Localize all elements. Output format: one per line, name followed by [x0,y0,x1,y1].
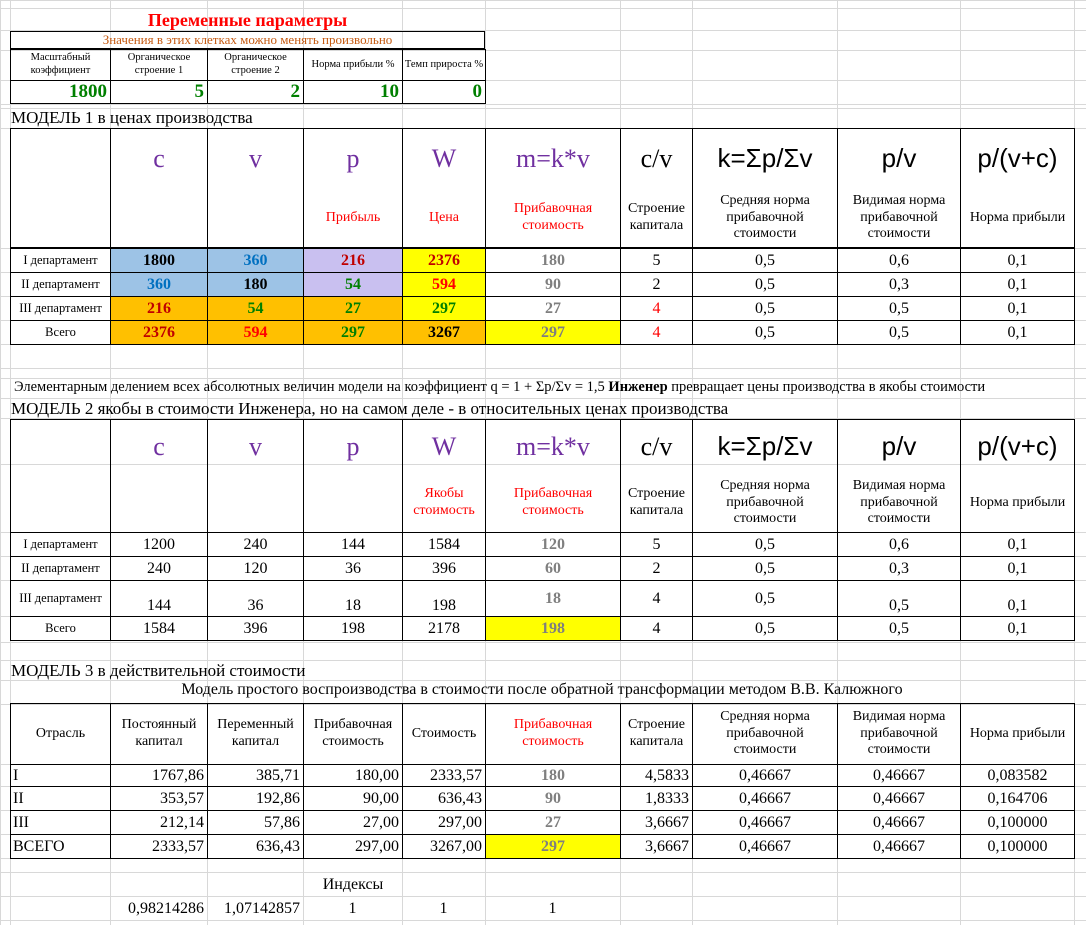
column-formula: p/(v+c) [977,143,1058,174]
data-cell: 0,46667 [837,834,961,859]
column-description: Средняя норма прибавочной стоимости [720,192,810,242]
column-description: Норма прибыли [969,209,1066,225]
column-header: Норма прибыли [960,703,1075,765]
data-cell: 0,1 [960,616,1075,641]
data-cell: 120 [207,556,304,581]
row-label: I департамент [10,532,111,557]
data-cell: 297 [485,320,621,345]
data-cell: 192,86 [207,786,304,811]
data-cell: 144 [110,580,208,617]
note-engineer: Инженер [608,379,668,395]
data-cell: 0,46667 [837,810,961,835]
data-cell: 5 [620,532,693,557]
column-formula: c [153,144,165,174]
data-cell: 4 [620,296,693,321]
data-cell: 4 [620,320,693,345]
data-cell: 297 [485,834,621,859]
param-value-input[interactable]: 1800 [10,80,111,104]
column-description [110,473,208,533]
column-description: Видимая норма прибавочной стоимости [852,192,946,242]
column-description: Прибавочная стоимость [513,201,593,233]
data-cell: 1767,86 [110,764,208,787]
data-cell: 0,6 [837,532,961,557]
column-description: Строение капитала [627,486,686,518]
row-label: Всего [10,616,111,641]
model1-title: МОДЕЛЬ 1 в ценах производства [11,108,253,127]
params-subtitle: Значения в этих клетках можно менять произвольно [10,31,485,49]
row-label: I департамент [10,248,111,273]
data-cell: 216 [110,296,208,321]
column-formula: p/v [881,431,917,462]
param-header: Норма прибыли % [303,49,403,81]
data-cell: 1200 [110,532,208,557]
data-cell: 54 [207,296,304,321]
data-cell: 240 [207,532,304,557]
data-cell: 0,1 [960,296,1075,321]
column-formula: p/v [881,143,917,174]
data-cell: 198 [402,580,486,617]
data-cell: 18 [303,580,403,617]
data-cell: 216 [303,248,403,273]
data-cell: 4 [620,580,693,617]
data-cell: 0,1 [960,248,1075,273]
data-cell: 360 [110,272,208,297]
data-cell: 0,083582 [960,764,1075,787]
column-formula: k=Σp/Σv [717,143,813,174]
data-cell: 180 [485,764,621,787]
data-cell: 90 [485,272,621,297]
column-header: Отрасль [10,703,111,765]
header-empty [10,419,111,533]
column-description: Средняя норма прибавочной стоимости [720,477,810,527]
column-header: Переменный капитал [207,703,304,765]
column-header: Прибавочная стоимость [303,703,403,765]
row-label: II департамент [10,556,111,581]
column-formula: k=Σp/Σv [717,431,813,462]
index-value: 1 [548,899,557,917]
row-label: Всего [10,320,111,345]
data-cell: 36 [303,556,403,581]
data-cell: 0,5 [692,556,838,581]
param-header: Органическое строение 2 [207,49,304,81]
data-cell: 1584 [110,616,208,641]
data-cell: 3267,00 [402,834,486,859]
data-cell: 2178 [402,616,486,641]
row-label: II [10,786,111,811]
data-cell: 297 [402,296,486,321]
data-cell: 54 [303,272,403,297]
data-cell: 0,5 [692,616,838,641]
column-formula: c/v [640,144,673,174]
data-cell: 0,164706 [960,786,1075,811]
params-title: Переменные параметры [147,10,348,30]
param-value-input[interactable]: 5 [110,80,208,104]
data-cell: 4,5833 [620,764,693,787]
data-cell: 18 [485,580,621,617]
column-formula: v [249,144,262,174]
note-text-end: превращает цены производства в якобы стоимости [667,379,986,395]
index-value: 1 [439,899,448,917]
data-cell: 0,3 [837,556,961,581]
data-cell: 180,00 [303,764,403,787]
column-description [110,188,208,248]
data-cell: 360 [207,248,304,273]
data-cell: 2333,57 [110,834,208,859]
transformation-note [14,379,985,396]
data-cell: 594 [402,272,486,297]
data-cell: 5 [620,248,693,273]
column-description: Прибыль [325,209,381,225]
row-label: II департамент [10,272,111,297]
data-cell: 60 [485,556,621,581]
data-cell: 27,00 [303,810,403,835]
data-cell: 2 [620,556,693,581]
data-cell: 0,100000 [960,834,1075,859]
data-cell: 0,5 [692,532,838,557]
data-cell: 0,46667 [692,834,838,859]
model2-title: МОДЕЛЬ 2 якобы в стоимости Инженера, но на самом деле - в относительных ценах производства [11,399,729,418]
model3-title: МОДЕЛЬ 3 в действительной стоимости [11,661,306,680]
data-cell: 198 [303,616,403,641]
data-cell: 144 [303,532,403,557]
indexes-label: Индексы [322,876,384,894]
index-value: 1,07142857 [224,899,300,917]
data-cell: 0,46667 [692,810,838,835]
column-formula: c [153,432,165,462]
data-cell: 0,5 [837,296,961,321]
data-cell: 396 [402,556,486,581]
header-empty [10,128,111,248]
param-header: Масштабный коэффициент [10,49,111,81]
param-header: Органическое строение 1 [110,49,208,81]
data-cell: 57,86 [207,810,304,835]
column-formula: m=k*v [516,144,590,174]
data-cell: 0,1 [960,272,1075,297]
column-description [207,188,304,248]
data-cell: 1800 [110,248,208,273]
data-cell: 120 [485,532,621,557]
data-cell: 0,5 [692,580,838,617]
data-cell: 0,100000 [960,810,1075,835]
data-cell: 297,00 [402,810,486,835]
data-cell: 0,5 [692,272,838,297]
note-text: Элементарным делением всех абсолютных величин модели на коэффициент q = 1 + Σp/Σv = 1,5 [14,379,609,395]
data-cell: 36 [207,580,304,617]
column-formula: p/(v+c) [977,431,1058,462]
column-description: Строение капитала [627,201,686,233]
param-value-input[interactable]: 0 [402,80,486,104]
column-header: Видимая норма прибавочной стоимости [837,703,961,765]
column-formula: m=k*v [516,432,590,462]
data-cell: 0,1 [960,320,1075,345]
data-cell: 4 [620,616,693,641]
column-description: Прибавочная стоимость [513,486,593,518]
column-description: Цена [428,209,460,225]
row-label: III департамент [10,580,111,617]
row-label: III департамент [10,296,111,321]
column-header: Строение капитала [620,703,693,765]
column-description: Якобы стоимость [413,486,475,518]
column-formula: p [346,144,360,174]
data-cell: 636,43 [402,786,486,811]
data-cell: 297 [303,320,403,345]
data-cell: 180 [207,272,304,297]
param-value-input[interactable]: 10 [303,80,403,104]
data-cell: 0,1 [960,580,1075,617]
data-cell: 0,3 [837,272,961,297]
data-cell: 297,00 [303,834,403,859]
data-cell: 594 [207,320,304,345]
data-cell: 0,5 [692,248,838,273]
data-cell: 3267 [402,320,486,345]
data-cell: 27 [303,296,403,321]
column-formula: W [431,144,457,174]
data-cell: 636,43 [207,834,304,859]
data-cell: 0,5 [837,580,961,617]
data-cell: 27 [485,296,621,321]
data-cell: 0,5 [692,320,838,345]
column-formula: c/v [640,432,673,462]
column-description: Норма прибыли [969,494,1066,510]
column-formula: v [249,432,262,462]
data-cell: 27 [485,810,621,835]
column-header: Прибавочная стоимость [485,703,621,765]
model3-subtitle: Модель простого воспроизводства в стоимости после обратной трансформации методом В.В. Калюжного [181,681,903,698]
data-cell: 212,14 [110,810,208,835]
data-cell: 90 [485,786,621,811]
data-cell: 0,46667 [837,786,961,811]
data-cell: 1584 [402,532,486,557]
param-header: Темп прироста % [402,49,486,81]
data-cell: 2376 [110,320,208,345]
data-cell: 385,71 [207,764,304,787]
data-cell: 0,46667 [692,764,838,787]
column-description [207,473,304,533]
data-cell: 396 [207,616,304,641]
data-cell: 1,8333 [620,786,693,811]
data-cell: 240 [110,556,208,581]
data-cell: 3,6667 [620,810,693,835]
row-label: ВСЕГО [10,834,111,859]
data-cell: 0,5 [837,616,961,641]
data-cell: 2 [620,272,693,297]
column-header: Стоимость [402,703,486,765]
index-value: 1 [348,899,357,917]
column-description [303,473,403,533]
data-cell: 2333,57 [402,764,486,787]
column-description: Видимая норма прибавочной стоимости [852,477,946,527]
column-formula: W [431,432,457,462]
column-header: Постоянный капитал [110,703,208,765]
row-label: III [10,810,111,835]
data-cell: 0,46667 [692,786,838,811]
data-cell: 0,5 [692,296,838,321]
data-cell: 0,1 [960,532,1075,557]
data-cell: 0,5 [837,320,961,345]
param-value-input[interactable]: 2 [207,80,304,104]
data-cell: 0,6 [837,248,961,273]
data-cell: 2376 [402,248,486,273]
data-cell: 0,1 [960,556,1075,581]
data-cell: 0,46667 [837,764,961,787]
data-cell: 3,6667 [620,834,693,859]
row-label: I [10,764,111,787]
data-cell: 198 [485,616,621,641]
index-value: 0,98214286 [128,899,204,917]
data-cell: 90,00 [303,786,403,811]
data-cell: 353,57 [110,786,208,811]
column-formula: p [346,432,360,462]
column-header: Средняя норма прибавочной стоимости [692,703,838,765]
data-cell: 180 [485,248,621,273]
